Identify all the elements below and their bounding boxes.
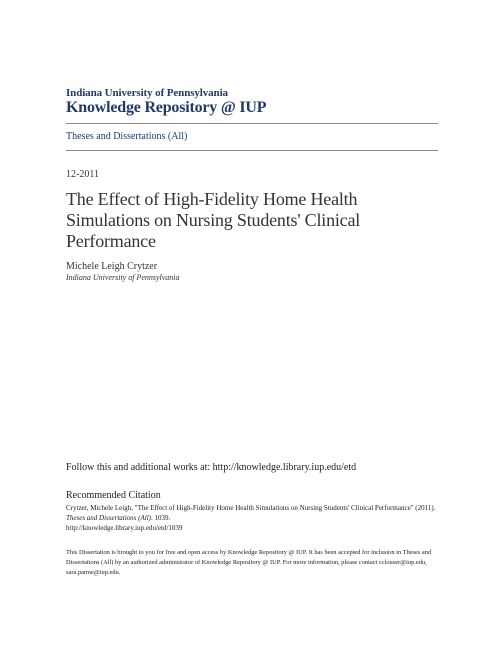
document-title: The Effect of High-Fidelity Home Health Simulations on Nursing Students' Clinical Performance xyxy=(66,189,361,251)
follow-line xyxy=(66,462,356,473)
disclaimer-text: This Dissertation is brought to you for free and open access by Knowledge Repository @ IUP. It has been accepted for inclusion in Theses and Dissertations (All) by an authorized administrator of Knowledge Repository @ IUP. For more information, please contact cclouser@iup.edu, sara.parme@iup.edu. xyxy=(66,549,432,576)
divider-top xyxy=(66,123,438,124)
citation-main: Crytzer, Michele Leigh, "The Effect of High-Fidelity Home Health Simulations on Nursing Students' Clinical Performance" (2011). xyxy=(66,504,436,512)
follow-text: Follow this and additional works at: xyxy=(66,462,211,473)
collection-link[interactable]: Theses and Dissertations (All) xyxy=(66,131,188,142)
citation-series: Theses and Dissertations (All) xyxy=(66,514,151,522)
author-name[interactable]: Michele Leigh Crytzer xyxy=(66,261,158,272)
citation-block xyxy=(66,503,446,533)
recommended-citation-heading: Recommended Citation xyxy=(66,490,161,501)
repository-name[interactable]: Knowledge Repository @ IUP xyxy=(66,99,267,116)
citation-series-line xyxy=(66,513,446,523)
follow-link[interactable]: http://knowledge.library.iup.edu/etd xyxy=(212,462,357,473)
institution-name: Indiana University of Pennsylvania xyxy=(66,87,228,99)
publication-date: 12-2011 xyxy=(66,169,99,180)
citation-link[interactable]: http://knowledge.library.iup.edu/etd/1039 xyxy=(66,524,183,532)
divider-bottom xyxy=(66,150,438,151)
citation-number: . 1039. xyxy=(150,514,171,522)
author-affiliation: Indiana University of Pennsylvania xyxy=(66,273,180,282)
